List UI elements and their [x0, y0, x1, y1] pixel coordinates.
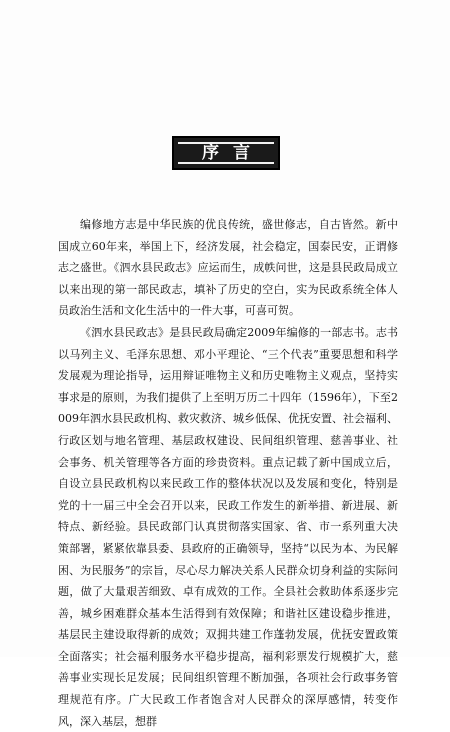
paragraph-2: 《泗水县民政志》是县民政局确定2009年编修的一部志书。志书以马列主义、毛泽东思想、邓小平理论、“三个代表”重要思想和科学发展观为理论指导，运用辩证唯物主义和历史唯物主义观点，坚持实事求是的原则，为我们提供了上至明万历二十四年（1596年），下至2009年泗水县民政机构、救灾救济、城乡低保、优抚安置、社会福利、行政区划与地名管理、基层政权建设、民间组织管理、慈善事业、社会事务、机关管理等各方面的珍贵资料。重点记载了新中国成立后，自设立县民政机构以来民政工作的整体状况以及发展和变化，特别是党的十一届三中全会召开以来，民政工作发生的新举措、新进展、新特点、新经验。县民政部门认真贯彻落实国家、省、市一系列重大决策部署，紧紧依靠县委、县政府的正确领导，坚持“以民为本、为民解困、为民服务”的宗旨，尽心尽力解决关系人民群众切身利益的实际问题，做了大量艰苦细致、卓有成效的工作。全县社会救助体系逐步完善，城乡困难群众基本生活得到有效保障；和谐社区建设稳步推进，基层民主建设取得新的成效；双拥共建工作蓬勃发展，优抚安置政策全面落实；社会福利服务水平稳步提高，福利彩票发行规模扩大，慈善事业实现长足发展；民间组织管理不断加强，各项社会行政事务管理规范有序。广大民政工作者饱含对人民群众的深厚感情，转变作风，深入基层，想群 [58, 325, 398, 728]
heading-banner-inner [178, 142, 274, 164]
paragraph-1: 编修地方志是中华民族的优良传统，盛世修志，自古皆然。新中国成立60年来，举国上下，经济发展，社会稳定，国泰民安，正谓修志之盛世。《泗水县民政志》应运而生，成帙问世，这是县民政局成立以来出现的第一部民政志，填补了历史的空白，实为民政系统全体人员政治生活和文化生活中的一件大事，可喜可贺。 [58, 218, 398, 318]
body-text [58, 214, 398, 732]
page-title: 序言 [202, 143, 264, 163]
heading-banner [172, 136, 280, 170]
